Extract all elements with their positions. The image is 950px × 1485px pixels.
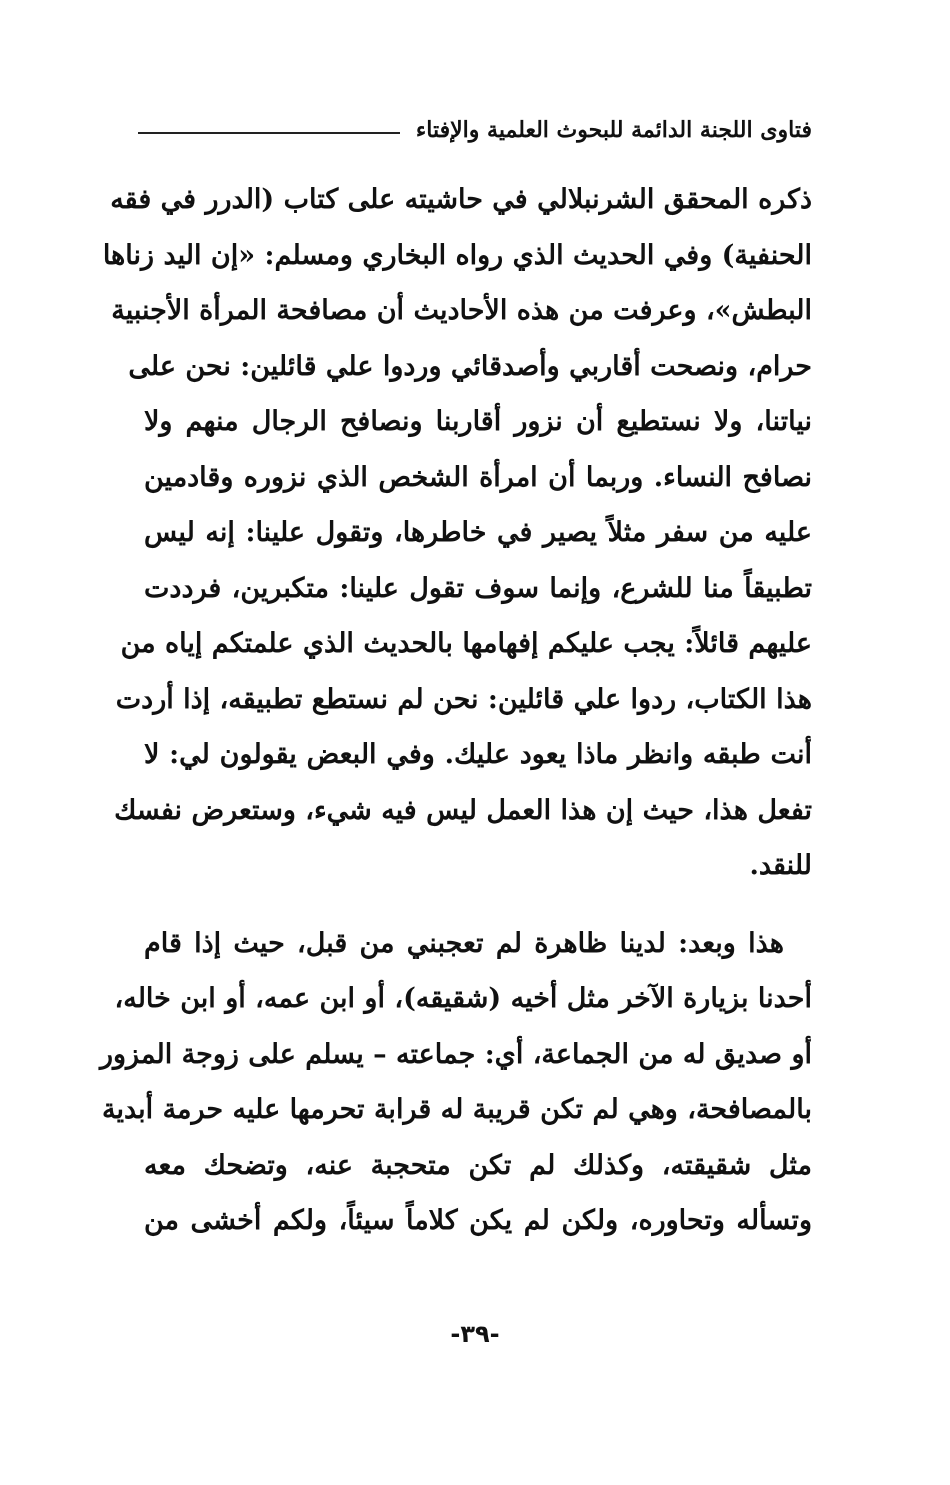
text-line: مثل شقيقته، وكذلك لم تكن متحجبة عنه، وتضحك معه — [144, 1149, 812, 1181]
text-line: هذا الكتاب، ردوا علي قائلين: نحن لم نستطع تطبيقه، إذا أردت — [115, 683, 812, 715]
text-line: نياتنا، ولا نستطيع أن نزور أقاربنا ونصافح الرجال منهم ولا — [144, 406, 812, 437]
text-line: تطبيقاً منا للشرع، وإنما سوف تقول علينا: متكبرين، فرددت — [144, 572, 812, 604]
text-line: أحدنا بزيارة الآخر مثل أخيه (شقيقه)، أو ابن عمه، أو ابن خاله، — [114, 983, 812, 1014]
paragraph — [102, 172, 812, 894]
text-line: أو صديق له من الجماعة، أي: جماعته – يسلم على زوجة المزور — [99, 1038, 812, 1070]
text-line: ذكره المحقق الشرنبلالي في حاشيته على كتاب (الدرر في فقه — [110, 184, 812, 215]
text-line: البطش»، وعرفت من هذه الأحاديث أن مصافحة المرأة الأجنبية — [111, 295, 812, 326]
text-line: عليهم قائلاً: يجب عليكم إفهامها بالحديث الذي علمتكم إياه من — [120, 628, 812, 659]
text-line: وتسأله وتحاوره، ولكن لم يكن كلاماً سيئاً، ولكم أخشى من — [144, 1205, 812, 1236]
text-line: هذا وبعد: لدينا ظاهرة لم تعجبني من قبل، حيث إذا قام — [144, 927, 784, 959]
text-line: للنقد. — [749, 850, 812, 881]
page-number: -٣٩- — [450, 1320, 500, 1348]
text-line: نصافح النساء. وربما أن امرأة الشخص الذي نزوره وقادمين — [144, 461, 812, 493]
header-rule — [138, 132, 400, 134]
header-title: فتاوى اللجنة الدائمة للبحوث العلمية والإفتاء — [415, 117, 812, 143]
text-line: تفعل هذا، حيث إن هذا العمل ليس فيه شيء، وستعرض نفسك — [114, 794, 812, 826]
text-line: حرام، ونصحت أقاربي وأصدقائي وردوا علي قائلين: نحن على — [128, 350, 812, 382]
body-text — [99, 172, 812, 1249]
paragraph — [99, 916, 812, 1249]
running-header — [138, 110, 812, 150]
text-line: عليه من سفر مثلاً يصير في خاطرها، وتقول علينا: إنه ليس — [144, 517, 812, 548]
text-line: أنت طبقه وانظر ماذا يعود عليك. وفي البعض يقولون لي: لا — [144, 739, 812, 770]
text-line: بالمصافحة، وهي لم تكن قريبة له قرابة تحرمها عليه حرمة أبدية — [102, 1094, 812, 1125]
text-line: الحنفية) وفي الحديث الذي رواه البخاري ومسلم: «إن اليد زناها — [102, 239, 812, 271]
